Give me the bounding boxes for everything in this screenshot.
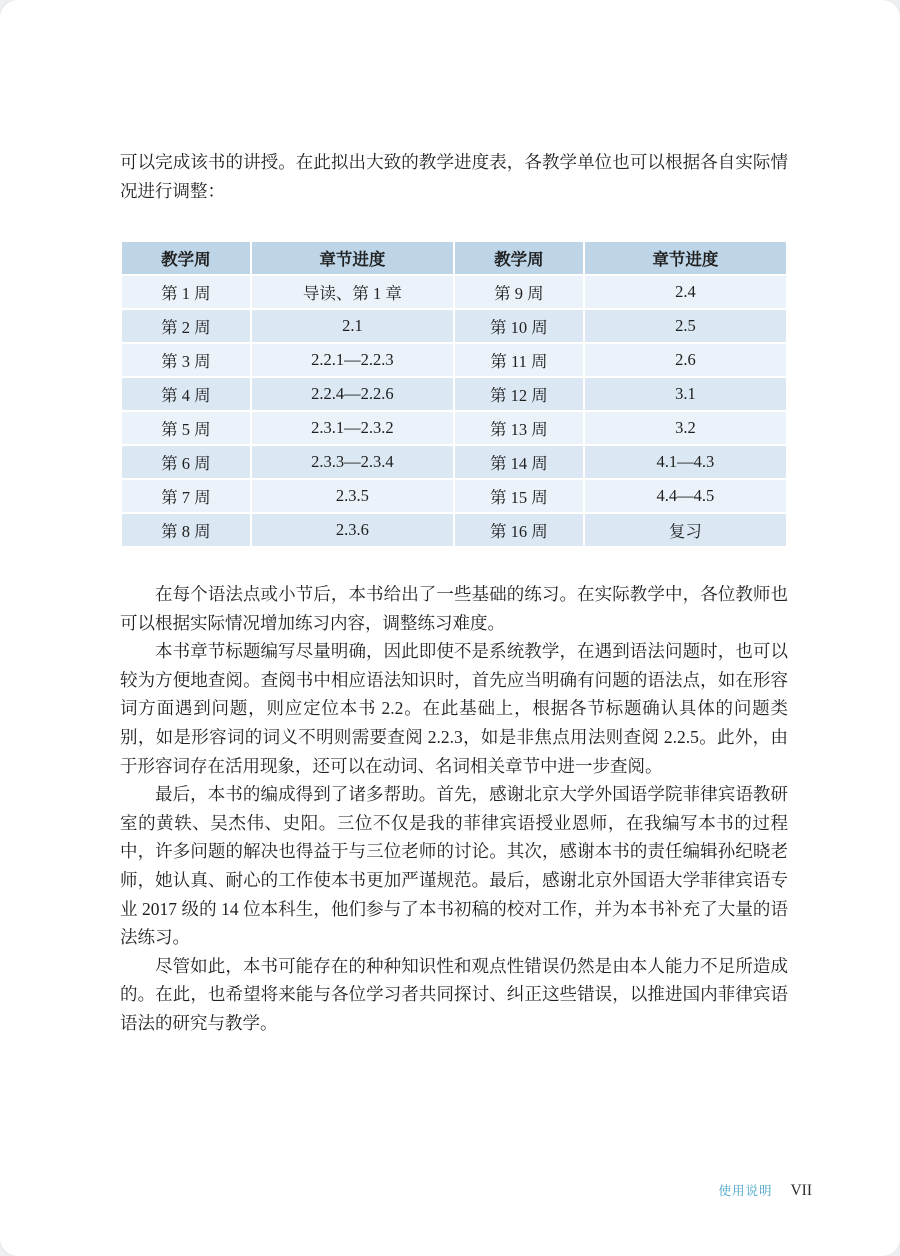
table-row xyxy=(121,479,787,513)
paragraph: 本书章节标题编写尽量明确，因此即使不是系统教学，在遇到语法问题时，也可以较为方便地查阅。查阅书中相应语法知识时，首先应当明确有问题的语法点，如在形容词方面遇到问题，则应定位本书 2.2。在此基础上，根据各节标题确认具体的问题类别，如是形容词的词义不明则需要查阅 2.2.3，如是非焦点用法则查阅 2.2.5。此外，由于形容词存在活用现象，还可以在动词、名词相关章节中进一步查阅。 xyxy=(120,641,788,776)
intro-paragraph: 可以完成该书的讲授。在此拟出大致的教学进度表，各教学单位也可以根据各自实际情况进行调整： xyxy=(120,152,788,201)
table-cell: 第 4 周 xyxy=(121,377,251,411)
table-cell: 第 7 周 xyxy=(121,479,251,513)
table-header-week-right: 教学周 xyxy=(454,241,584,275)
table-cell: 2.3.3—2.3.4 xyxy=(251,445,454,479)
table-cell: 导读、第 1 章 xyxy=(251,275,454,309)
table-body xyxy=(121,275,787,547)
table-cell: 第 1 周 xyxy=(121,275,251,309)
table-cell: 第 3 周 xyxy=(121,343,251,377)
table-cell: 第 12 周 xyxy=(454,377,584,411)
table-header-progress-right: 章节进度 xyxy=(584,241,787,275)
table-cell: 2.5 xyxy=(584,309,787,343)
paragraph: 最后，本书的编成得到了诸多帮助。首先，感谢北京大学外国语学院菲律宾语教研室的黄轶、吴杰伟、史阳。三位不仅是我的菲律宾语授业恩师，在我编写本书的过程中，许多问题的解决也得益于与三位老师的讨论。其次，感谢本书的责任编辑孙纪晓老师，她认真、耐心的工作使本书更加严谨规范。最后，感谢北京外国语大学菲律宾语专业 2017 级的 14 位本科生，他们参与了本书初稿的校对工作，并为本书补充了大量的语法练习。 xyxy=(120,784,788,948)
table-cell: 第 8 周 xyxy=(121,513,251,547)
table-cell: 3.2 xyxy=(584,411,787,445)
table-cell: 第 5 周 xyxy=(121,411,251,445)
table-cell: 第 13 周 xyxy=(454,411,584,445)
table-header-progress-left: 章节进度 xyxy=(251,241,454,275)
table-row xyxy=(121,411,787,445)
paragraph: 尽管如此，本书可能存在的种种知识性和观点性错误仍然是由本人能力不足所造成的。在此，也希望将来能与各位学习者共同探讨、纠正这些错误，以推进国内菲律宾语语法的研究与教学。 xyxy=(120,955,788,1033)
table-cell: 第 10 周 xyxy=(454,309,584,343)
table-row xyxy=(121,343,787,377)
table-cell: 第 15 周 xyxy=(454,479,584,513)
page-content xyxy=(120,0,788,1038)
table-cell: 2.2.1—2.2.3 xyxy=(251,343,454,377)
table-row xyxy=(121,377,787,411)
table-row xyxy=(121,445,787,479)
table-header-row xyxy=(121,241,787,275)
table-cell: 2.3.1—2.3.2 xyxy=(251,411,454,445)
teaching-schedule-table xyxy=(120,240,788,548)
table-cell: 4.1—4.3 xyxy=(584,445,787,479)
table-cell: 第 11 周 xyxy=(454,343,584,377)
table-cell: 第 6 周 xyxy=(121,445,251,479)
table-row xyxy=(121,513,787,547)
table-cell: 第 14 周 xyxy=(454,445,584,479)
table-cell: 2.3.5 xyxy=(251,479,454,513)
table-cell: 第 9 周 xyxy=(454,275,584,309)
table-row xyxy=(121,275,787,309)
table-header-week-left: 教学周 xyxy=(121,241,251,275)
table-row xyxy=(121,309,787,343)
table-cell: 第 2 周 xyxy=(121,309,251,343)
table-cell: 2.6 xyxy=(584,343,787,377)
footer-section-label: 使用说明 xyxy=(718,1184,773,1198)
body-paragraphs xyxy=(120,580,788,1038)
table-cell: 复习 xyxy=(584,513,787,547)
table-cell: 第 16 周 xyxy=(454,513,584,547)
table-cell: 2.1 xyxy=(251,309,454,343)
page-footer xyxy=(718,1181,812,1200)
footer-page-number: VII xyxy=(790,1182,812,1199)
table-cell: 4.4—4.5 xyxy=(584,479,787,513)
table-cell: 2.2.4—2.2.6 xyxy=(251,377,454,411)
table-cell: 2.3.6 xyxy=(251,513,454,547)
table-cell: 2.4 xyxy=(584,275,787,309)
paragraph: 在每个语法点或小节后，本书给出了一些基础的练习。在实际教学中，各位教师也可以根据实际情况增加练习内容，调整练习难度。 xyxy=(120,584,788,633)
table-cell: 3.1 xyxy=(584,377,787,411)
